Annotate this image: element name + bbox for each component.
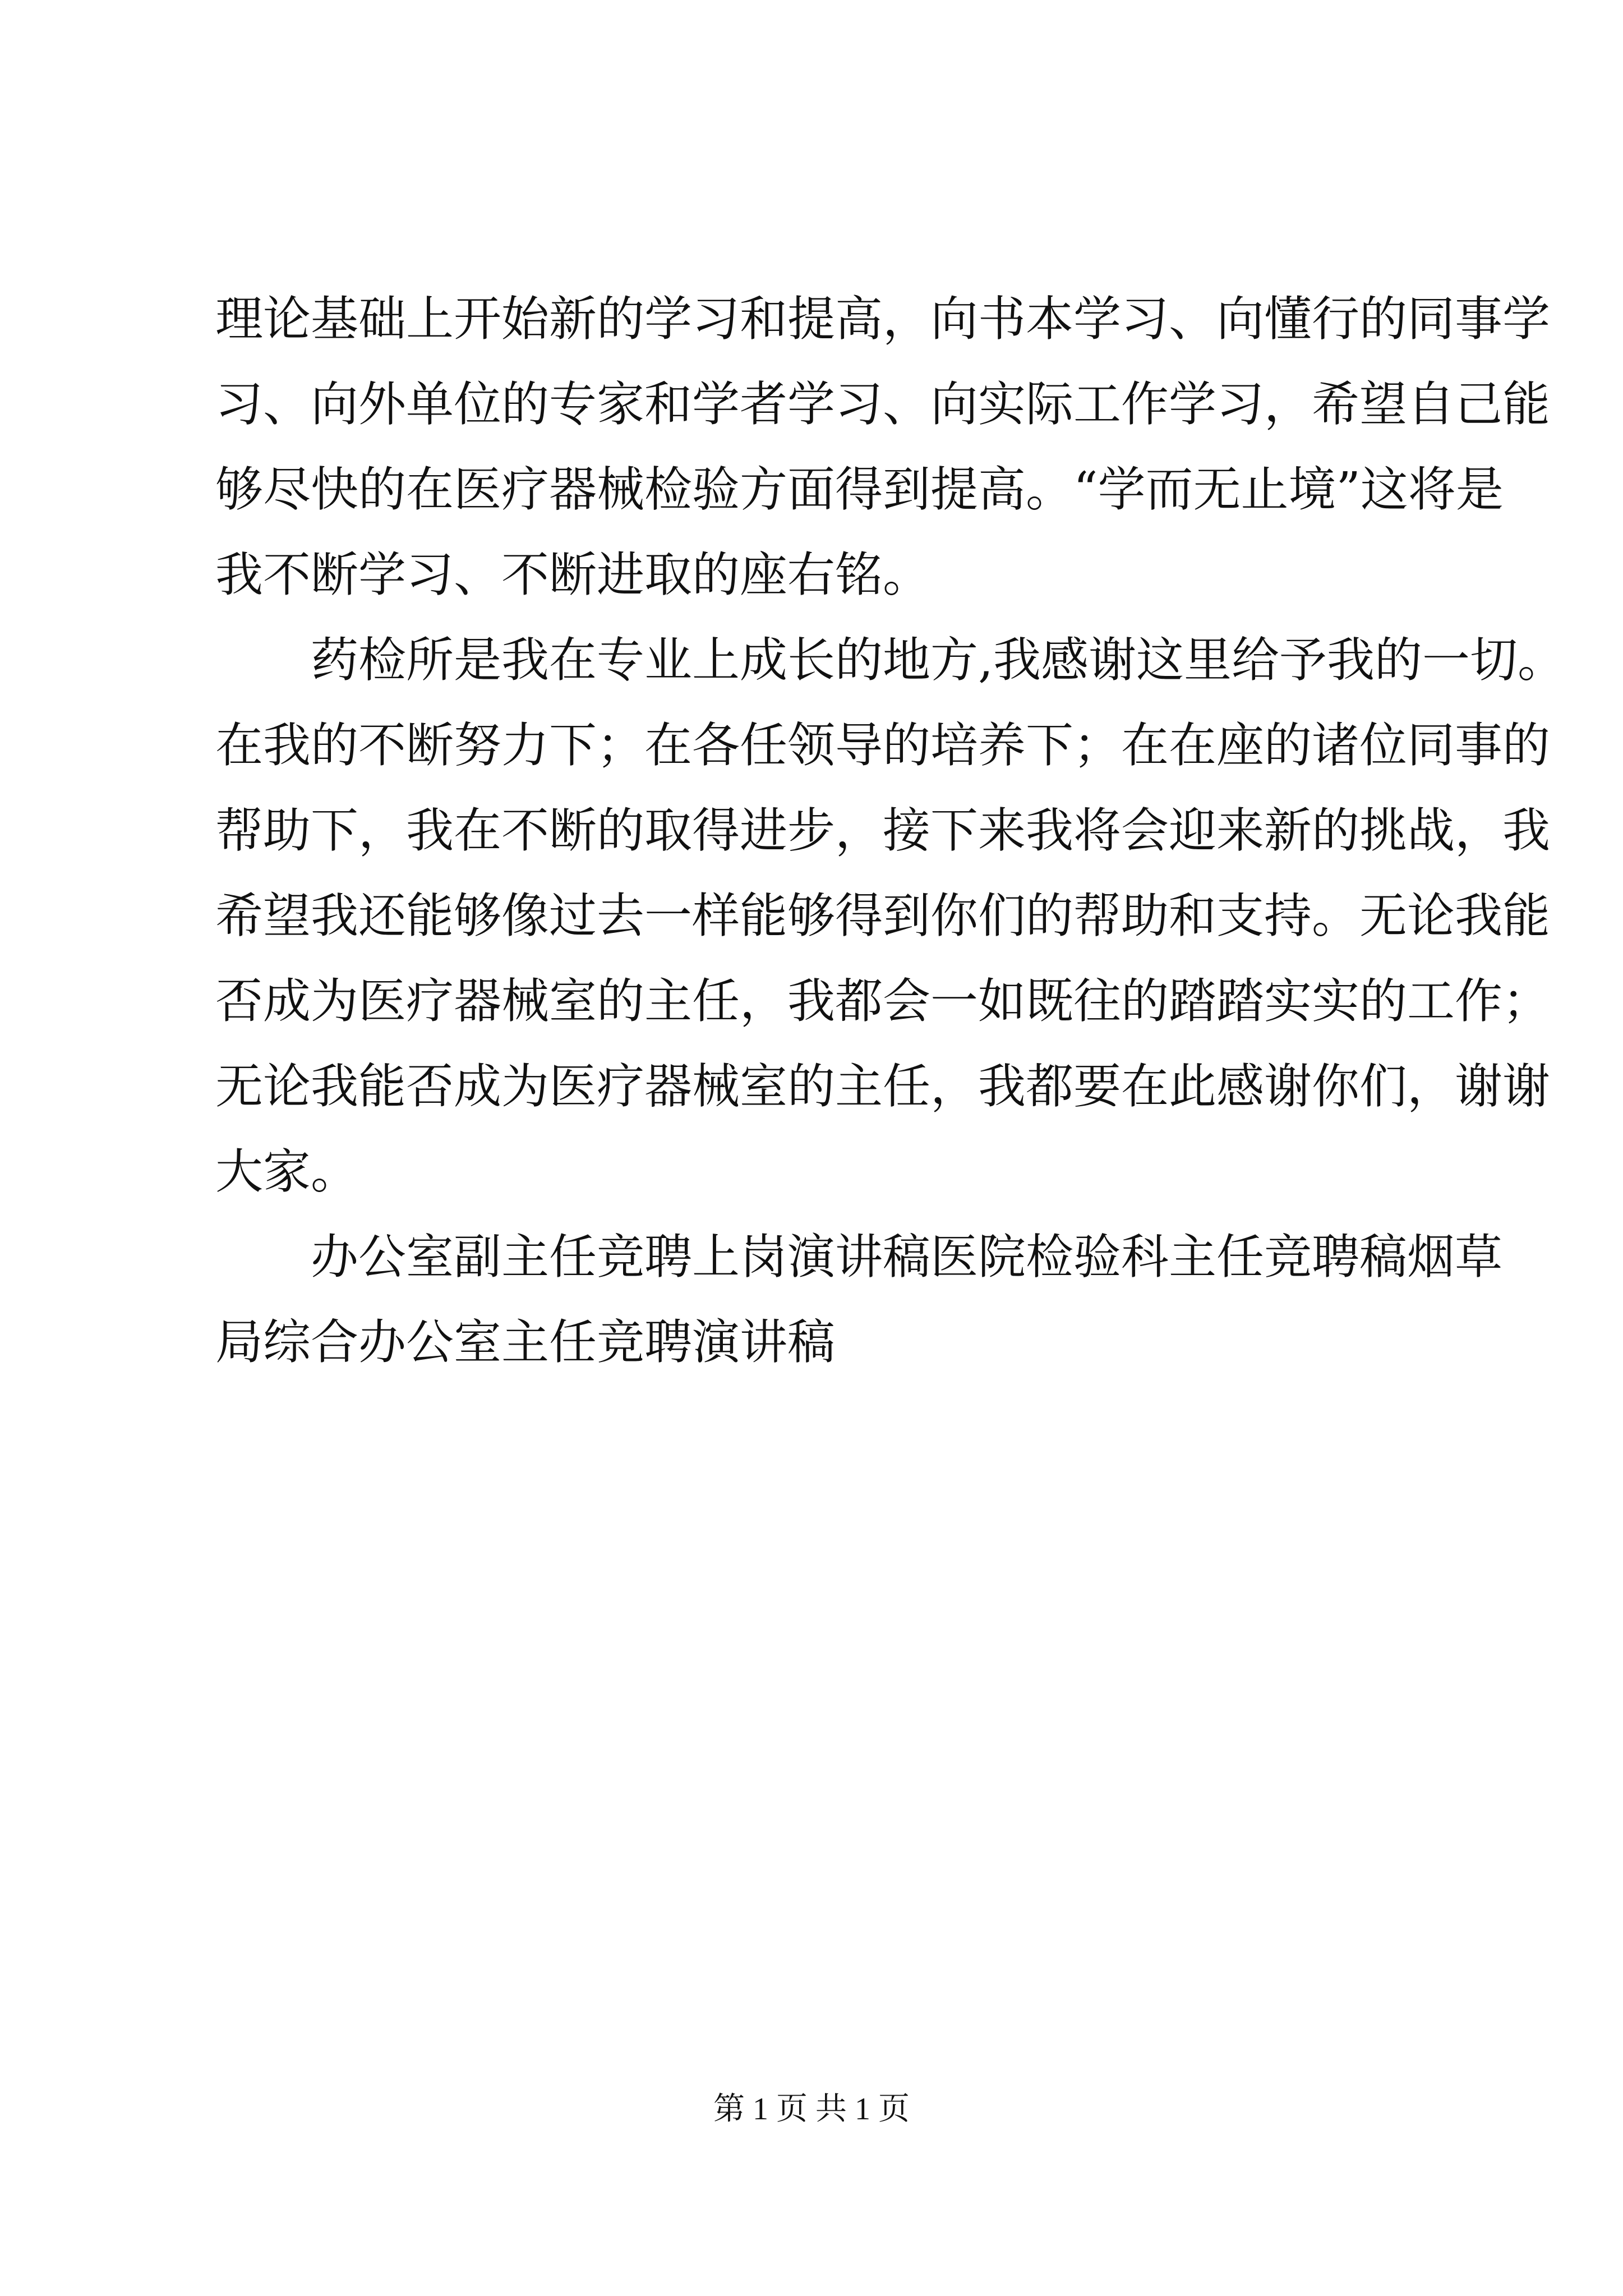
text-line: 理论基础上开始新的学习和提高，向书本学习、向懂行的同事学 (215, 292, 1551, 347)
text-line: 习、向外单位的专家和学者学习、向实际工作学习，希望自己能 (215, 377, 1551, 432)
text-line: 够尽快的在医疗器械检验方面得到提高。“学而无止境”这将是 (215, 462, 1504, 518)
page-number-footer: 第 1 页 共 1 页 (713, 2092, 910, 2127)
text-line: 在我的不断努力下；在各任领导的培养下；在在座的诸位同事的 (215, 718, 1551, 774)
text-line: 帮助下，我在不断的取得进步，接下来我将会迎来新的挑战，我 (215, 803, 1551, 859)
text-line: 无论我能否成为医疗器械室的主任，我都要在此感谢你们，谢谢 (215, 1059, 1551, 1115)
text-line: 否成为医疗器械室的主任，我都会一如既往的踏踏实实的工作； (215, 974, 1551, 1029)
text-line: 希望我还能够像过去一样能够得到你们的帮助和支持。无论我能 (215, 889, 1551, 944)
text-line: 药检所是我在专业上成长的地方,我感谢这里给予我的一切。 (311, 633, 1566, 688)
text-line: 大家。 (215, 1144, 359, 1200)
text-line: 局综合办公室主任竞聘演讲稿 (215, 1315, 836, 1370)
text-line: 办公室副主任竞聘上岗演讲稿医院检验科主任竞聘稿烟草 (311, 1230, 1503, 1285)
text-line: 我不断学习、不断进取的座右铭。 (215, 547, 931, 603)
